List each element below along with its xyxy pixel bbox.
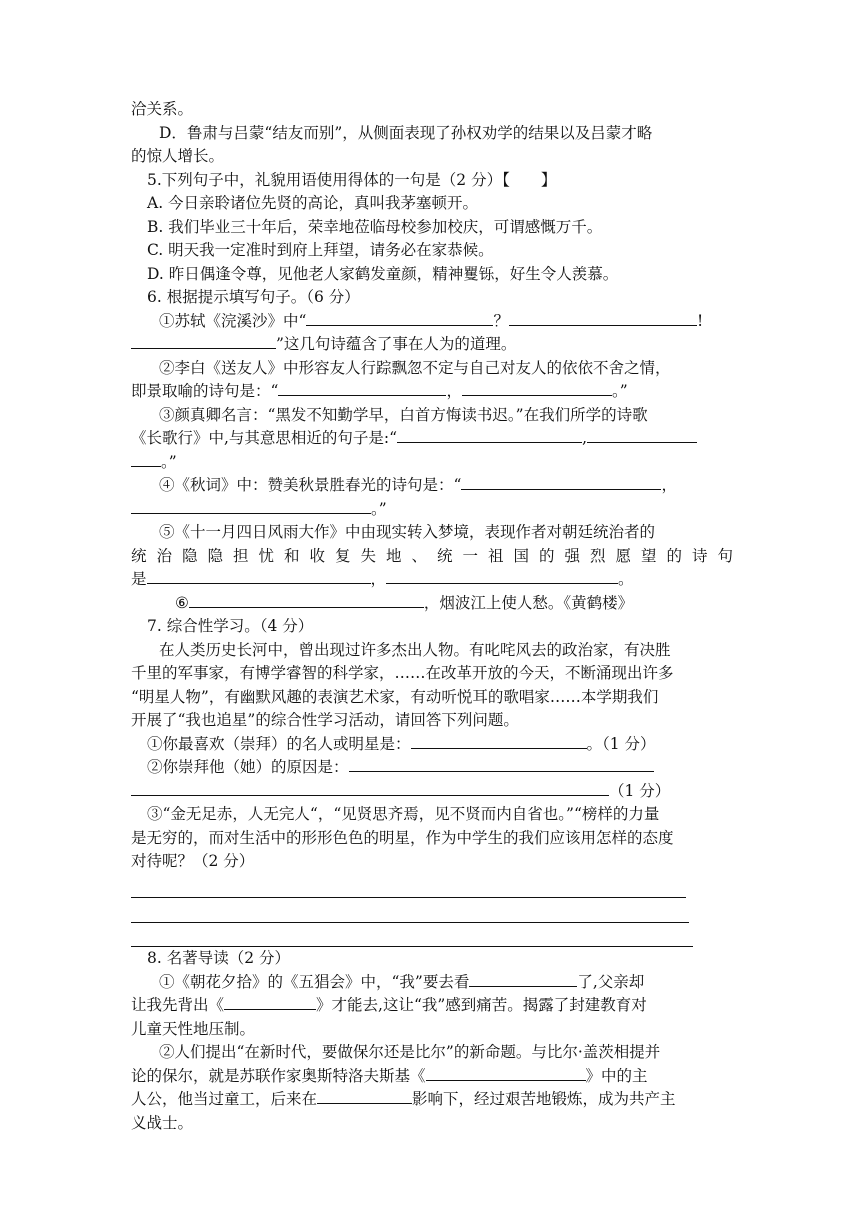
q6-item-6: ⑥ ，烟波江上使人愁。《黄鹤楼》 (175, 593, 634, 612)
q6-item-3: ③颜真卿名言：“黑发不知勤学早，白首方悔读书迟。”在我们所学的诗歌 (159, 405, 648, 424)
q7-item-3-cont: 是无穷的，而对生活中的形形色色的明星，作为中学生的我们应该用怎样的态度 (131, 828, 674, 847)
option-b: B. 我们毕业三十年后，荣幸地莅临母校参加校庆，可谓感慨万千。 (147, 217, 603, 236)
answer-blank[interactable] (317, 1088, 412, 1104)
q8-item-2-line3: 人公，他当过童工，后来在 影响下，经过艰苦地锻炼，成为共产主 (131, 1090, 676, 1108)
answer-blank[interactable] (461, 474, 661, 490)
answer-blank[interactable] (587, 427, 697, 443)
answer-line[interactable] (131, 874, 686, 899)
question-7: 7. 综合性学习。（4 分） (147, 617, 314, 635)
q8-item-2-end: 义战士。 (131, 1113, 194, 1132)
text-line: 洽关系。 (131, 100, 194, 118)
option-a: A. 今日亲聆诸位先贤的高论，真叫我茅塞顿开。 (147, 194, 479, 212)
exam-page (131, 98, 733, 1135)
q6-item-3-cont: 《长歌行》中,与其意思相近的句子是:“ , (131, 427, 733, 451)
q7-item-1: ①你最喜欢（崇拜）的名人或明星是： 。（1 分） (147, 734, 656, 753)
q6-item-1-cont: ”这几句诗蕴含了事在人为的道理。 (131, 333, 733, 357)
answer-line[interactable] (131, 898, 689, 923)
option-c: C. 明天我一定准时到府上拜望，请务必在家恭候。 (147, 241, 494, 259)
answer-blank[interactable] (306, 310, 493, 326)
q6-item-2-cont: 即景取喻的诗句是：“ ， 。” (131, 382, 628, 400)
question-5: 5.下列句子中，礼貌用语使用得体的一句是（2 分）【 】 (147, 170, 557, 189)
q7-item-2: ②你崇拜他（她）的原因是： (131, 756, 733, 780)
answer-blank[interactable] (386, 568, 618, 584)
q6-item-2: ②李白《送友人》中形容友人行踪飘忽不定与自己对友人的依依不舍之情， (159, 358, 671, 377)
answer-blank[interactable] (349, 756, 654, 772)
answer-blank[interactable] (131, 498, 371, 514)
answer-line[interactable] (131, 923, 693, 948)
answer-blank[interactable] (411, 733, 587, 749)
q8-item-2: ②人们提出“在新时代，要做保尔还是比尔”的新命题。与比尔·盖茨相提并 (159, 1043, 661, 1061)
q8-item-1: ①《朝花夕拾》的《五猖会》中，“我”要去看 了,父亲却 (159, 972, 645, 991)
option-d: D. 昨日偶逢令尊，见他老人家鹤发童颜，精神矍铄，好生令人羡慕。 (147, 264, 619, 283)
q6-item-3-end: 。” (131, 451, 733, 475)
answer-blank[interactable] (397, 427, 582, 443)
paragraph-line: 在人类历史长河中，曾出现过许多杰出人物。有叱咤风去的政治家，有决胜 (159, 640, 671, 659)
q6-item-5-end: 是 ， 。 (131, 570, 634, 588)
paragraph-line: “明星人物”，有幽默风趣的表演艺术家，有动听悦耳的歌唱家……本学期我们 (131, 687, 659, 706)
q7-item-3: ③“金无足赤，人无完人“，“见贤思齐焉，见不贤而内自省也。”“榜样的力量 (147, 805, 660, 823)
question-8: 8. 名著导读（2 分） (147, 949, 291, 967)
q8-item-1-cont: 让我先背出《 》才能去,这让“我”感到痛苦。揭露了封建教育对 (131, 996, 647, 1014)
answer-blank[interactable] (224, 994, 316, 1010)
answer-blank[interactable] (147, 568, 371, 584)
answer-blank[interactable] (509, 310, 697, 326)
text-line: 的惊人增长。 (131, 147, 225, 165)
answer-blank[interactable] (469, 971, 577, 987)
q7-item-2-cont: （1 分） (131, 780, 733, 804)
answer-blank[interactable] (426, 1065, 586, 1081)
answer-blank[interactable] (131, 333, 276, 349)
q6-item-1: ①苏轼《浣溪沙》中“ ？ ! (159, 311, 704, 330)
paragraph-line: 千里的军事家，有博学睿智的科学家，……在改革开放的今天，不断涌现出许多 (131, 664, 674, 682)
option-d-q4: D．鲁肃与吕蒙“结友而别”，从侧面表现了孙权劝学的结果以及吕蒙才略 (159, 123, 653, 142)
q8-item-2-cont: 论的保尔，就是苏联作家奥斯特洛夫斯基《 》中的主 (131, 1066, 648, 1085)
q6-item-4: ④《秋词》中：赞美秋景胜春光的诗句是：“ ， (159, 476, 677, 494)
q6-item-5: ⑤《十一月四日风雨大作》中由现实转入梦境，表现作者对朝廷统治者的 (159, 523, 656, 541)
q8-item-1-end: 儿童天性地压制。 (131, 1019, 256, 1038)
question-6: 6. 根据提示填写句子。（6 分） (147, 288, 360, 306)
paragraph-line: 开展了“我也追星”的综合性学习活动，请回答下列问题。 (131, 711, 519, 729)
q6-item-5-cont: 统治隐隐担忧和收复失地、统一祖国的强烈愿望的诗句 (131, 546, 733, 565)
answer-blank[interactable] (462, 380, 612, 396)
answer-blank[interactable] (131, 780, 609, 796)
q6-item-4-cont: 。” (131, 498, 733, 522)
answer-blank[interactable] (131, 451, 161, 467)
answer-blank[interactable] (189, 592, 424, 608)
answer-blank[interactable] (278, 380, 446, 396)
q7-item-3-end: 对待呢？（2 分） (131, 852, 255, 870)
